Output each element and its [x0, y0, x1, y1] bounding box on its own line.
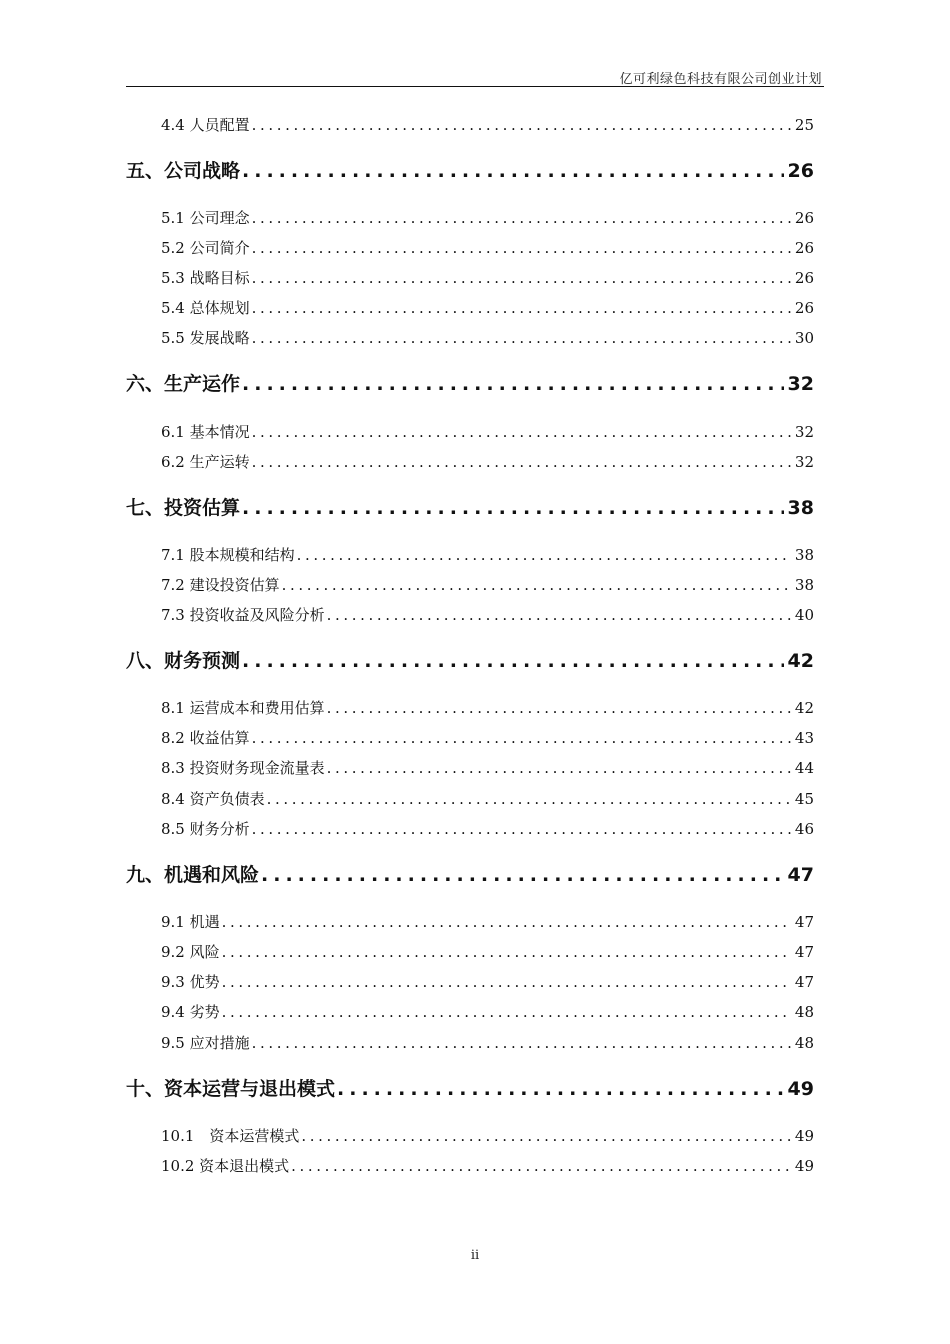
- toc-entry-page: 42: [794, 699, 814, 717]
- toc-entry-title: 5.2 公司简介: [161, 239, 250, 257]
- toc-leader-dots: [327, 699, 791, 717]
- toc-section-entry[interactable]: [126, 421, 814, 443]
- toc-entry-title: 9.3 优势: [161, 973, 220, 991]
- toc-section-entry[interactable]: [126, 207, 814, 229]
- toc-leader-dots: [252, 116, 791, 134]
- toc-chapter-entry[interactable]: [126, 860, 814, 888]
- toc-entry-title: 八、财务预测: [126, 650, 241, 672]
- toc-entry-page: 45: [794, 790, 814, 808]
- toc-entry-page: 32: [787, 373, 814, 395]
- toc-leader-dots: [327, 759, 791, 777]
- toc-entry-title: 8.3 投资财务现金流量表: [161, 759, 325, 777]
- toc-section-entry[interactable]: [126, 757, 814, 779]
- toc-entry-title: 6.2 生产运转: [161, 453, 250, 471]
- toc-entry-page: 49: [794, 1127, 814, 1145]
- toc-section-entry[interactable]: [126, 788, 814, 810]
- toc-entry-page: 43: [794, 729, 814, 747]
- toc-leader-dots: [242, 373, 784, 395]
- toc-entry-title: 5.4 总体规划: [161, 299, 250, 317]
- toc-leader-dots: [242, 160, 784, 182]
- toc-entry-title: 六、生产运作: [126, 373, 241, 395]
- toc-section-entry[interactable]: [126, 941, 814, 963]
- toc-section-entry[interactable]: [126, 544, 814, 566]
- toc-entry-page: 42: [787, 650, 814, 672]
- toc-entry-title: 10.1 资本运营模式: [161, 1127, 300, 1145]
- toc-entry-title: 9.1 机遇: [161, 913, 220, 931]
- toc-entry-page: 38: [787, 497, 814, 519]
- toc-entry-title: 9.4 劣势: [161, 1003, 220, 1021]
- toc-section-entry[interactable]: [126, 1001, 814, 1023]
- toc-entry-page: 46: [794, 820, 814, 838]
- running-header: 亿可利绿色科技有限公司创业计划: [619, 72, 822, 87]
- toc-entry-page: 26: [794, 299, 814, 317]
- toc-entry-page: 32: [794, 453, 814, 471]
- toc-entry-page: 48: [794, 1003, 814, 1021]
- toc-entry-title: 7.2 建设投资估算: [161, 576, 280, 594]
- toc-entry-title: 十、资本运营与退出模式: [126, 1078, 336, 1100]
- toc-entry-title: 8.2 收益估算: [161, 729, 250, 747]
- toc-leader-dots: [222, 913, 791, 931]
- toc-leader-dots: [327, 606, 791, 624]
- toc-entry-title: 10.2 资本退出模式: [161, 1157, 290, 1175]
- toc-entry-page: 48: [794, 1034, 814, 1052]
- toc-chapter-entry[interactable]: [126, 493, 814, 521]
- toc-section-entry[interactable]: [126, 604, 814, 626]
- toc-section-entry[interactable]: [126, 1032, 814, 1054]
- header-rule: [126, 86, 824, 87]
- toc-leader-dots: [261, 864, 784, 886]
- toc-entry-page: 47: [794, 943, 814, 961]
- toc-entry-title: 5.3 战略目标: [161, 269, 250, 287]
- toc-leader-dots: [252, 729, 791, 747]
- toc-entry-page: 49: [787, 1078, 814, 1100]
- toc-entry-page: 25: [794, 116, 814, 134]
- toc-section-entry[interactable]: [126, 327, 814, 349]
- toc-entry-title: 5.1 公司理念: [161, 209, 250, 227]
- toc-entry-title: 七、投资估算: [126, 497, 241, 519]
- toc-leader-dots: [222, 943, 791, 961]
- toc-entry-page: 47: [794, 913, 814, 931]
- toc-entry-title: 5.5 发展战略: [161, 329, 250, 347]
- toc-section-entry[interactable]: [126, 267, 814, 289]
- toc-chapter-entry[interactable]: [126, 1074, 814, 1102]
- toc-leader-dots: [252, 453, 791, 471]
- toc-leader-dots: [252, 329, 791, 347]
- toc-chapter-entry[interactable]: [126, 369, 814, 397]
- toc-section-entry[interactable]: [126, 727, 814, 749]
- toc-section-entry[interactable]: [126, 1125, 814, 1147]
- toc-leader-dots: [242, 497, 784, 519]
- toc-leader-dots: [267, 790, 791, 808]
- toc-entry-title: 8.1 运营成本和费用估算: [161, 699, 325, 717]
- toc-leader-dots: [252, 423, 791, 441]
- toc-entry-title: 9.5 应对措施: [161, 1034, 250, 1052]
- toc-entry-title: 7.1 股本规模和结构: [161, 546, 295, 564]
- toc-section-entry[interactable]: [126, 574, 814, 596]
- toc-leader-dots: [252, 299, 791, 317]
- toc-entry-page: 26: [787, 160, 814, 182]
- toc-chapter-entry[interactable]: [126, 156, 814, 184]
- toc-leader-dots: [252, 209, 791, 227]
- toc-section-entry[interactable]: [126, 1155, 814, 1177]
- toc-section-entry[interactable]: [126, 971, 814, 993]
- toc-section-entry[interactable]: [126, 451, 814, 473]
- toc-entry-page: 26: [794, 209, 814, 227]
- toc-entry-title: 五、公司战略: [126, 160, 241, 182]
- toc-entry-page: 26: [794, 269, 814, 287]
- toc-leader-dots: [252, 269, 791, 287]
- toc-entry-title: 6.1 基本情况: [161, 423, 250, 441]
- toc-entry-page: 30: [794, 329, 814, 347]
- toc-leader-dots: [282, 576, 791, 594]
- page-number: ii: [470, 1248, 480, 1263]
- toc-entry-title: 8.4 资产负债表: [161, 790, 265, 808]
- toc-leader-dots: [222, 1003, 791, 1021]
- toc-section-entry[interactable]: [126, 697, 814, 719]
- toc-entry-page: 40: [794, 606, 814, 624]
- toc-entry-page: 38: [794, 546, 814, 564]
- toc-entry-page: 47: [787, 864, 814, 886]
- toc-section-entry[interactable]: [126, 297, 814, 319]
- toc-leader-dots: [222, 973, 791, 991]
- toc-entry-page: 32: [794, 423, 814, 441]
- toc-section-entry[interactable]: [126, 114, 814, 136]
- toc-leader-dots: [297, 546, 791, 564]
- toc-leader-dots: [242, 650, 784, 672]
- toc-leader-dots: [337, 1078, 784, 1100]
- toc-entry-page: 49: [794, 1157, 814, 1175]
- toc-entry-title: 4.4 人员配置: [161, 116, 250, 134]
- toc-leader-dots: [252, 1034, 791, 1052]
- toc-entry-title: 9.2 风险: [161, 943, 220, 961]
- toc-chapter-entry[interactable]: [126, 646, 814, 674]
- toc-entry-title: 九、机遇和风险: [126, 864, 260, 886]
- toc-section-entry[interactable]: [126, 818, 814, 840]
- toc-leader-dots: [291, 1157, 791, 1175]
- toc-leader-dots: [252, 239, 791, 257]
- toc-entry-page: 47: [794, 973, 814, 991]
- toc-section-entry[interactable]: [126, 237, 814, 259]
- toc-entry-title: 7.3 投资收益及风险分析: [161, 606, 325, 624]
- toc-entry-page: 26: [794, 239, 814, 257]
- toc-leader-dots: [301, 1127, 791, 1145]
- toc-entry-page: 44: [794, 759, 814, 777]
- toc-entry-page: 38: [794, 576, 814, 594]
- toc-entry-title: 8.5 财务分析: [161, 820, 250, 838]
- toc-leader-dots: [252, 820, 791, 838]
- toc-section-entry[interactable]: [126, 911, 814, 933]
